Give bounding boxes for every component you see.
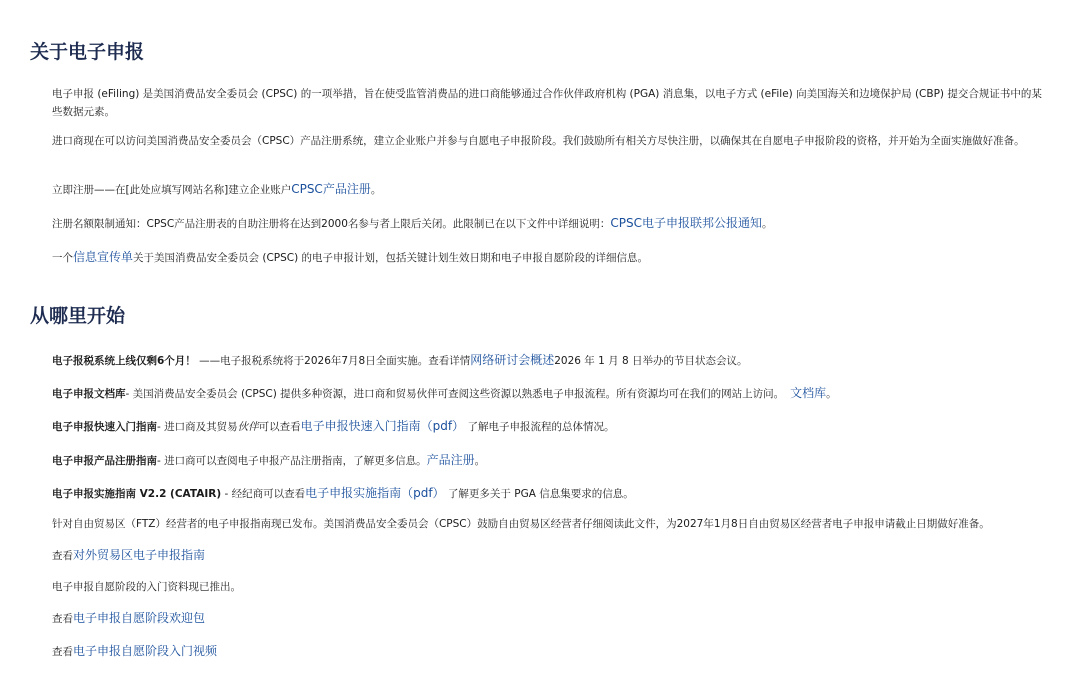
item-text: ——电子报税系统将于2026年7月8日全面实施。查看详情 [195,355,471,367]
item-text: 了解电子申报流程的总体情况。 [464,421,615,433]
item-text: 可以查看 [258,421,301,433]
implementation-guide-pdf-link[interactable]: 电子申报实施指南（pdf） [305,486,445,500]
item-view-welcome-package [52,609,1047,628]
item-title: 电子报税系统上线仅剩6个月！ [52,355,196,367]
paragraph-fact-sheet [52,248,1047,267]
item-text: 查看 [52,550,73,562]
item-ftz-guidance [52,515,1047,533]
paragraph-text: 立即注册——在[此处应填写网站名称]建立企业账户 [52,184,292,196]
item-text: 针对自由贸易区（FTZ）经营者的电子申报指南现已发布。美国消费品安全委员会（CPSC）鼓励自由贸易区经营者仔细阅读此文件，为2027年1月8日自由贸易区经营者电子申报申请截止日期做好准备。 [52,518,990,530]
quick-start-guide-pdf-link[interactable]: 电子申报快速入门指南（pdf） [300,419,465,433]
item-product-registration-guide [52,451,1047,470]
item-view-intro-video [52,642,1047,661]
item-text: - 进口商及其贸易 [157,421,238,433]
paragraph-registration-limit-notice [52,214,1047,233]
item-text: - 美国消费品安全委员会 (CPSC) 提供多种资源，进口商和贸易伙伴可查阅这些资源以熟悉电子申报流程。所有资源均可在我们的网站上访问。 [125,388,785,400]
welcome-package-link[interactable]: 电子申报自愿阶段欢迎包 [73,611,206,625]
document-library-link[interactable]: 文档库 [790,386,827,400]
item-implementation-guide [52,484,1047,503]
paragraph-registration-info [52,132,1047,150]
item-italic-text: 伙伴 [237,421,259,433]
heading-where-to-start: 从哪里开始 [30,305,126,327]
item-text: 查看 [52,613,73,625]
paragraph-text: 注册名额限制通知：CPSC产品注册表的自助注册将在达到2000名参与者上限后关闭。此限制已在以下文件中详细说明： [52,218,611,230]
paragraph-text: 关于美国消费品安全委员会 (CPSC) 的电子申报计划，包括关键计划生效日期和电子申报自愿阶段的详细信息。 [133,252,649,264]
fact-sheet-link[interactable]: 信息宣传单 [73,250,134,264]
federal-register-notice-link[interactable]: CPSC电子申报联邦公报通知 [610,216,763,230]
paragraph-register-now [52,180,1047,199]
item-document-library [52,384,1047,403]
webinar-overview-link[interactable]: 网络研讨会概述 [470,353,555,367]
item-title: 电子申报实施指南 V2.2 (CATAIR) [52,488,222,500]
punctuation: 。 [370,184,382,196]
paragraph-text: 电子申报 (eFiling) 是美国消费品安全委员会 (CPSC) 的一项举措，旨在使受监管消费品的进口商能够通过合作伙伴政府机构 (PGA) 消息集，以电子方式 (eFile) 向美国海关和边境保护局 (CBP) 提交合规证书中的某些数据元素。 [52,88,1042,118]
item-text: - 经纪商可以查看 [221,488,306,500]
item-text: 了解更多关于 PGA 信息集要求的信息。 [444,488,634,500]
punctuation: 。 [474,455,486,467]
item-view-ftz-guide [52,546,1047,565]
item-text: 查看 [52,646,73,658]
paragraph-text: 一个 [52,252,73,264]
punctuation: 。 [762,218,773,230]
cpsc-product-registration-link[interactable]: CPSC产品注册 [291,182,371,196]
item-text: - 进口商可以查阅电子申报产品注册指南，了解更多信息。 [157,455,427,467]
heading-about-efiling: 关于电子申报 [30,41,145,63]
item-text: 电子申报自愿阶段的入门资料现已推出。 [52,581,241,593]
item-title: 电子申报产品注册指南 [52,455,157,467]
paragraph-efiling-intro [52,85,1047,121]
item-title: 电子申报文档库 [52,388,126,400]
intro-video-link[interactable]: 电子申报自愿阶段入门视频 [73,644,218,658]
product-registration-link[interactable]: 产品注册 [426,453,475,467]
paragraph-text: 进口商现在可以访问美国消费品安全委员会（CPSC）产品注册系统，建立企业账户并参与自愿电子申报阶段。我们鼓励所有相关方尽快注册，以确保其在自愿电子申报阶段的资格，并开始为全面实施做好准备。 [52,135,1025,147]
item-voluntary-phase-materials [52,578,1047,596]
item-title: 电子申报快速入门指南 [52,421,157,433]
item-countdown [52,351,1047,370]
ftz-efiling-guide-link[interactable]: 对外贸易区电子申报指南 [73,548,206,562]
punctuation: 。 [826,388,837,400]
item-text: 2026 年 1 月 8 日举办的节目状态会议。 [554,355,748,367]
item-quick-start-guide [52,417,1047,436]
